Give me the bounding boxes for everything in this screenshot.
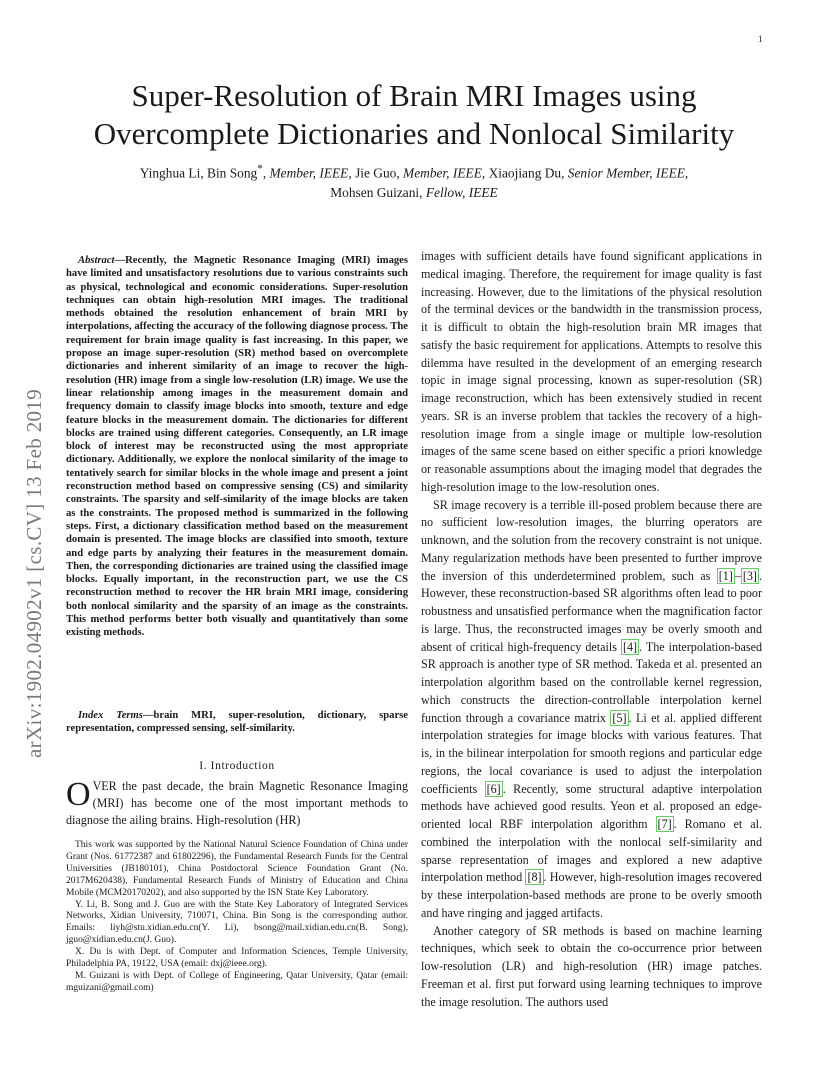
citation-link-1[interactable]: [1] [718,568,733,583]
paragraph-3: Another category of SR methods is based on machine learning techniques, which seek to obtain the co-occurrence prior between low-resolution (LR) and high-resolution (HR) image patches. Freeman et al. first put forward using learning techniques to improve the image resolution. The authors used [421,923,762,1009]
citation-link-3[interactable]: [3] [742,568,757,583]
paragraph-2-text: . Li et al. applied different interpolation strategies for image blocks with various features. That is, in the bilinear interpolation for smooth regions and particular edge regions, the local covariance is used to adjust the interpolation coefficients [421,710,762,796]
intro-lead: VER [92,779,117,793]
authors-li-song: Yinghua Li, Bin Song [139,165,258,181]
author-list [70,159,758,203]
paragraph-2-text: . Romano et al. combined the interpolation with the nonlocal self-similarity and sparse representation of images and explored a new adaptive interpolation method [421,817,762,885]
title-line-1: Super-Resolution of Brain MRI Images using [131,78,697,113]
paragraph-1: images with sufficient details have found significant applications in medical imaging. Therefore, the requirement for image quality is fast increasing. However, due to the limitations of the physical resolution of the terminal devices or the bandwidth in the transmission process, it is difficult to obtain the high-resolution brain MR images that satisfy the basic requirement for applications. Attempts to resolve this dilemma have resulted in the development of an emerging research topic in image signal processing, known as super-resolution (SR) image reconstruction, which has been extensively studied in recent years. SR is an inverse problem that tackles the recovery of a high-resolution image from a single image or multiple low-resolution images of the same scene based on either specific a priori knowledge or reasonable assumptions about the imaging model that degrades the high-resolution image to the low-resolution ones. [421,249,762,494]
paper-title [60,77,768,153]
paragraph-2 [421,497,762,923]
footnote-affiliation-qatar: M. Guizani is with Dept. of College of Engineering, Qatar University, Qatar (email: mguizani@gmail.com) [66,970,408,993]
index-terms-label: Index Terms [78,710,143,721]
abstract [66,254,408,640]
index-terms-text: —brain MRI, super-resolution, dictionary, sparse representation, compressed sensing, self-similarity. [66,710,408,735]
introduction-opening [66,778,408,830]
author-separator: , [262,165,270,181]
paragraph-2-text: . However, these reconstruction-based SR algorithms often lead to poor robustness and unsatisfied performance when the magnification factor is large. Thus, the reconstructed images may be overly smooth and absent of critical high-frequency details [421,568,762,654]
citation-link-5[interactable]: [5] [612,710,627,725]
page-number: 1 [758,34,763,44]
corresponding-mark: * [257,163,263,175]
citation-link-4[interactable]: [4] [622,639,638,654]
author-role: Fellow, IEEE [425,185,498,201]
abstract-text: —Recently, the Magnetic Resonance Imaging (MRI) images have limited and unsatisfactory resolutions due to various constraints such as physical, technological and economic considerations. Super-resolution techniques can obtain high-resolution MRI images. The traditional methods obtained the resolution enhancement of brain MRI by interpolations, affecting the accuracy of the following diagnose process. The requirement for brain image quality is fast increasing. In this paper, we propose an image super-resolution (SR) method based on overcomplete dictionaries and inherent similarity of an image to recover the high-resolution (HR) image from a single low-resolution (LR) image. We use the linear relationship among images in the measurement domain and frequency domain to classify image blocks into smooth, texture and edge feature blocks in the measurement domain. The dictionaries for different blocks are trained using different categories. Consequently, an LR image block of interest may be reconstructed using the most appropriate dictionary. Additionally, we explore the nonlocal similarity of the image to tentatively search for similar blocks in the whole image and present a joint reconstruction method based on compressive sensing (CS) and similarity constraints. The sparsity and self-similarity of the image blocks are taken as the constraints. The proposed method is summarized in the following steps. First, a dictionary classification method based on the measurement domain is presented. The image blocks are classified into smooth, texture and edge parts by analyzing their features in the measurement domain. Then, the corresponding dictionaries are trained using the classified image blocks. Equally important, in the reconstruction part, we use the CS reconstruction method to recover the HR brain MRI image, considering both nonlocal similarity and the sparsity of an image as the constraints. This method performs better both visually and quantitatively than some existing methods. [66,255,408,639]
paragraph-2-text: . The interpolation-based SR approach is another type of SR method. Takeda et al. presented an interpolation algorithm based on the controllable kernel regression, which constructs the direction-controllable interpolation kernel function through a covariance matrix [421,639,762,725]
paragraph-2-text: . However, high-resolution images recovered by these interpolation-based methods are prone to be overly smooth and have ringing and jagged artifacts. [421,870,762,920]
author-role: Member, IEEE, [269,165,352,181]
dropcap: O [66,776,91,813]
author-line-2 [70,183,758,203]
author-du: Xiaojiang Du, [485,165,568,181]
citation-link-8[interactable]: [8] [527,870,542,885]
title-line-2: Overcomplete Dictionaries and Nonlocal Similarity [93,116,735,151]
abstract-label: Abstract [78,255,115,266]
footnote-affiliation-xidian: Y. Li, B. Song and J. Guo are with the State Key Laboratory of Integrated Services Networks, Xidian University, 710071, China. Bin Song is the corresponding author. Emails: liyh@stu.xidian.edu.cn(Y. Li), bsong@mail.xidian.edu.cn(B. Song), jguo@xidian.edu.cn(J. Guo). [66,899,408,946]
author-line-1 [70,159,758,183]
footnote-funding: This work was supported by the National Natural Science Foundation of China under Grant (Nos. 61772387 and 61802296), the Fundamental Research Funds for the Central Universities (JB180101), China Postdoctoral Science Foundation Grant (No. 2017M620438), Fundamental Research Funds of Ministry of Education and China Mobile (MCM20170202), and also supported by the ISN State Key Laboratory. [66,840,408,898]
paragraph-2-text: . Recently, some structural adaptive interpolation methods have achieved good results. Yeon et al. proposed an edge-oriented local RBF interpolation algorithm [421,781,762,831]
author-role: Member, IEEE, [403,165,486,181]
author-guizani: Mohsen Guizani, [330,185,426,201]
index-terms [66,709,408,736]
footnote-affiliation-temple: X. Du is with Dept. of Computer and Information Sciences, Temple University, Philadelphia PA, 19122, USA (email: dxj@ieee.org). [66,947,408,970]
section-heading-introduction: I. Introduction [199,760,275,772]
footnotes [66,840,408,995]
citation-link-7[interactable]: [7] [657,817,672,831]
arxiv-stamp: arXiv:1902.04902v1 [cs.CV] 13 Feb 2019 [22,388,46,758]
citation-dash: – [734,568,741,583]
author-guo: Jie Guo, [351,165,404,181]
author-role: Senior Member, IEEE, [567,165,689,181]
intro-text: the past decade, the brain Magnetic Resonance Imaging (MRI) has become one of the most important methods to diagnose the ailing brains. High-resolution (HR) [66,779,408,828]
paragraph-2-text: SR image recovery is a terrible ill-posed problem because there are no sufficient low-resolution images, the blurring operators are unknown, and the solution from the recovery constraint is not unique. Many regularization methods have been presented to further improve the inversion of this underdetermined problem, such as [421,497,762,583]
right-column [421,248,762,1011]
citation-link-6[interactable]: [6] [486,781,501,796]
